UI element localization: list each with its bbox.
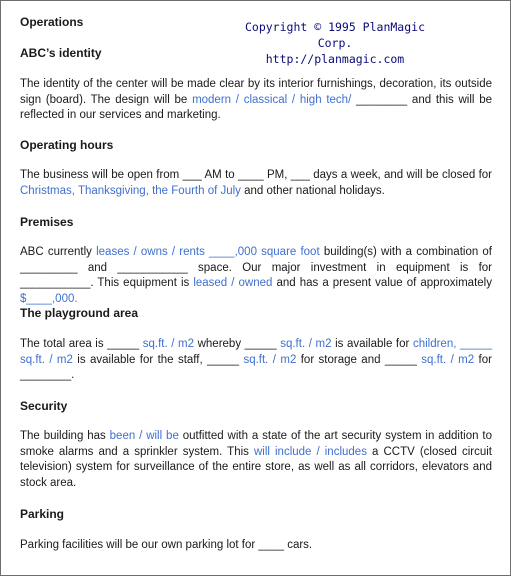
operations-title: Operations [20, 15, 84, 29]
premises-text-3: building(s) with a combination of _________ and ___________ space. Our major investment in equipment is for ___________. This equipment is [20, 246, 493, 289]
premises-tenure-options: leases / owns / rents [96, 246, 205, 258]
playground-unit-2: sq.ft. / m2 [280, 338, 332, 350]
parking-heading: Parking [20, 507, 65, 521]
security-text-3: a CCTV (closed circuit television) system for surveillance of the entire store, as well as all corridors, elevators and stock area. [20, 445, 492, 489]
premises-heading: Premises [20, 215, 74, 229]
parking-paragraph: Parking facilities will be our own parking lot for ____ cars. [20, 539, 313, 551]
hours-text-1: The business will be open from ___ AM to ____ PM, ___ days a week, and will be closed for [20, 169, 492, 181]
hours-holidays: Christmas, Thanksgiving, the Fourth of July [20, 184, 241, 197]
playground-text-2: whereby _____ [194, 338, 281, 350]
identity-text-1: The identity of the center will be made clear by its interior furnishings, decoration, its outside sign (board). The design will be [20, 78, 492, 106]
playground-paragraph [20, 337, 492, 384]
playground-unit-4: sq.ft. / m2 [243, 353, 297, 366]
copyright-line: Copyright © 1995 PlanMagic Corp. [244, 20, 425, 50]
playground-text-6: for ________. [20, 353, 492, 381]
playground-unit-1: sq.ft. / m2 [142, 338, 195, 350]
identity-heading: ABC’s identity [20, 46, 102, 60]
security-text-2: outfitted with a state of the art security system in addition to smoke alarms and a sprinkler system. This [20, 430, 492, 458]
security-text-1: The building has [20, 430, 110, 442]
hours-paragraph [20, 168, 492, 199]
hours-text-2: and other national holidays. [240, 184, 385, 197]
premises-equipment-options: leased / owned [193, 277, 273, 289]
copyright-url: http://planmagic.com [265, 52, 405, 66]
identity-design-options: modern / classical / high tech/ [192, 93, 352, 106]
security-status-options: been / will be [109, 430, 179, 442]
copyright-notice [225, 19, 445, 67]
security-include-options: will include / includes [253, 445, 367, 458]
premises-value: $____,000. [20, 292, 78, 305]
security-paragraph [20, 429, 492, 491]
playground-text-1: The total area is _____ [20, 338, 143, 350]
premises-text-1: ABC currently [20, 246, 97, 258]
premises-paragraph [20, 245, 492, 307]
playground-text-4: is available for the staff, _____ [72, 353, 244, 366]
identity-paragraph [20, 77, 492, 124]
hours-heading: Operating hours [20, 138, 114, 152]
playground-text-3: is available for [331, 338, 413, 350]
playground-heading: The playground area [20, 306, 139, 320]
playground-children: children, _____ sq.ft. / m2 [20, 338, 492, 366]
playground-text-5: for storage and _____ [296, 353, 422, 366]
security-heading: Security [20, 399, 68, 413]
premises-square-foot: ____,000 square foot [204, 246, 320, 258]
playground-unit-5: sq.ft. / m2 [421, 353, 475, 366]
premises-text-4: and has a present value of approximately [272, 277, 492, 289]
identity-text-2: ________ and this will be reflected in our services and marketing. [20, 93, 492, 121]
